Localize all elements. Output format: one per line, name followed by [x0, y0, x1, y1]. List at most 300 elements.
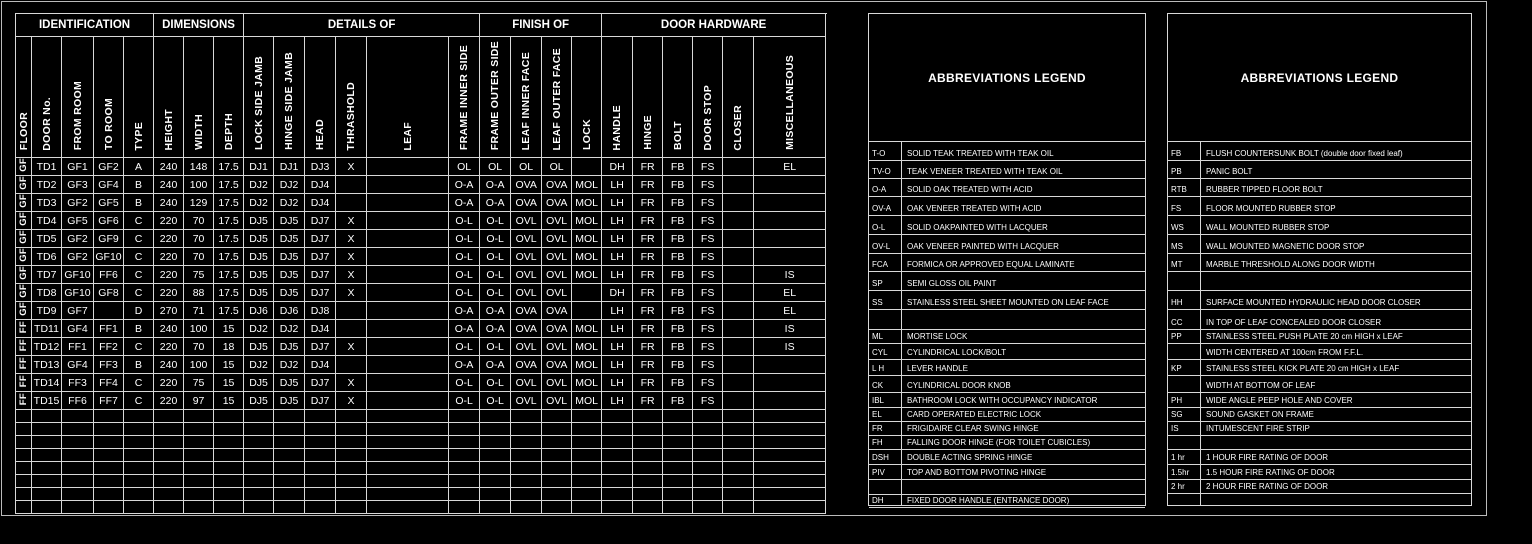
empty-cell — [32, 423, 62, 436]
empty-cell — [94, 423, 124, 436]
table-cell: DJ5 — [274, 230, 305, 248]
table-cell: OVA — [542, 356, 572, 374]
floor-cell — [16, 392, 32, 410]
empty-cell — [305, 410, 336, 423]
empty-cell — [16, 501, 32, 514]
table-cell: 220 — [154, 266, 184, 284]
table-cell: 17.5 — [214, 194, 244, 212]
table-cell: FF3 — [94, 356, 124, 374]
table-cell: C — [124, 284, 154, 302]
table-cell: FR — [633, 302, 663, 320]
empty-cell — [633, 436, 663, 449]
legend-row — [869, 450, 1145, 465]
empty-cell — [449, 436, 480, 449]
table-cell: DJ4 — [305, 320, 336, 338]
empty-cell — [274, 449, 305, 462]
legend-code: HH — [1171, 298, 1183, 307]
table-cell: DJ6 — [274, 302, 305, 320]
table-cell: DJ1 — [274, 158, 305, 176]
empty-cell — [367, 462, 449, 475]
empty-cell — [542, 436, 572, 449]
empty-cell — [572, 475, 602, 488]
table-cell: DJ7 — [305, 338, 336, 356]
empty-cell — [62, 501, 94, 514]
legend-description: STAINLESS STEEL SHEET MOUNTED ON LEAF FACE — [907, 298, 1109, 307]
table-cell: FB — [663, 194, 693, 212]
table-cell: GF9 — [94, 230, 124, 248]
empty-cell — [244, 423, 274, 436]
table-cell — [723, 176, 754, 194]
table-cell: 220 — [154, 374, 184, 392]
table-cell: DJ5 — [244, 284, 274, 302]
empty-cell — [124, 488, 154, 501]
empty-cell — [723, 449, 754, 462]
legend-row — [1168, 345, 1471, 360]
empty-cell — [663, 475, 693, 488]
table-cell: O-L — [480, 284, 511, 302]
column-header — [480, 37, 511, 158]
table-cell: DJ4 — [305, 176, 336, 194]
table-cell: MOL — [572, 212, 602, 230]
table-cell — [723, 356, 754, 374]
table-cell: 17.5 — [214, 302, 244, 320]
table-cell — [723, 230, 754, 248]
empty-cell — [480, 436, 511, 449]
table-cell: 240 — [154, 158, 184, 176]
empty-cell — [214, 462, 244, 475]
legend-description: 1.5 HOUR FIRE RATING OF DOOR — [1206, 468, 1335, 477]
empty-cell — [16, 410, 32, 423]
table-cell: 18 — [214, 338, 244, 356]
empty-cell — [511, 436, 542, 449]
floor-label: GF — [17, 212, 29, 227]
legend-description: WIDTH AT BOTTOM OF LEAF — [1206, 381, 1316, 390]
table-cell: O-L — [449, 374, 480, 392]
legend-row — [869, 295, 1145, 310]
floor-label: GF — [17, 266, 29, 281]
table-cell: FB — [663, 356, 693, 374]
table-cell: 97 — [184, 392, 214, 410]
table-cell: TD2 — [32, 176, 62, 194]
column-header-label: HEIGHT — [162, 108, 175, 151]
table-cell: DJ5 — [244, 248, 274, 266]
empty-cell — [336, 501, 367, 514]
table-cell — [367, 176, 449, 194]
floor-cell — [16, 248, 32, 266]
table-cell: 129 — [184, 194, 214, 212]
column-header-label: HANDLE — [611, 104, 624, 151]
column-header — [367, 37, 449, 158]
table-cell: LH — [602, 320, 633, 338]
empty-cell — [244, 449, 274, 462]
table-cell: 15 — [214, 374, 244, 392]
empty-cell — [693, 462, 723, 475]
empty-cell — [511, 410, 542, 423]
table-cell: 220 — [154, 230, 184, 248]
legend-description: BATHROOM LOCK WITH OCCUPANCY INDICATOR — [907, 396, 1098, 405]
table-cell: LH — [602, 212, 633, 230]
empty-cell — [663, 501, 693, 514]
table-cell: DJ5 — [244, 230, 274, 248]
floor-label: GF — [17, 194, 29, 209]
empty-cell — [154, 488, 184, 501]
legend-code: OV-A — [872, 204, 892, 213]
legend-row — [869, 407, 1145, 422]
empty-cell — [124, 423, 154, 436]
table-cell: O-A — [480, 320, 511, 338]
empty-cell — [16, 462, 32, 475]
legend-row — [1168, 164, 1471, 179]
table-cell — [723, 158, 754, 176]
table-cell — [367, 158, 449, 176]
table-cell: OVL — [511, 266, 542, 284]
table-cell: C — [124, 338, 154, 356]
table-cell — [367, 194, 449, 212]
table-cell: O-A — [480, 194, 511, 212]
empty-row — [16, 449, 826, 462]
table-cell — [723, 212, 754, 230]
table-cell: FR — [633, 338, 663, 356]
table-cell: DJ5 — [274, 212, 305, 230]
table-row — [16, 212, 826, 230]
empty-cell — [572, 449, 602, 462]
legend-row — [869, 378, 1145, 393]
table-cell: OVL — [542, 338, 572, 356]
table-cell: FB — [663, 230, 693, 248]
empty-cell — [542, 410, 572, 423]
table-cell: LH — [602, 176, 633, 194]
empty-cell — [124, 436, 154, 449]
empty-cell — [154, 449, 184, 462]
table-cell: TD9 — [32, 302, 62, 320]
table-row — [16, 176, 826, 194]
column-header — [572, 37, 602, 158]
legend-description: MORTISE LOCK — [907, 332, 968, 341]
table-cell: FS — [693, 248, 723, 266]
legend-row — [1168, 201, 1471, 216]
table-cell: OVA — [511, 356, 542, 374]
group-header: DIMENSIONS — [154, 14, 244, 37]
table-cell: X — [336, 338, 367, 356]
table-cell: OL — [511, 158, 542, 176]
table-cell: 17.5 — [214, 230, 244, 248]
table-cell: FR — [633, 230, 663, 248]
empty-cell — [663, 423, 693, 436]
table-row — [16, 320, 826, 338]
table-cell — [723, 338, 754, 356]
empty-cell — [693, 501, 723, 514]
table-cell: FF7 — [94, 392, 124, 410]
empty-cell — [449, 449, 480, 462]
floor-cell — [16, 158, 32, 176]
table-cell: O-L — [449, 338, 480, 356]
legend-code: IBL — [872, 396, 885, 405]
table-cell: FR — [633, 284, 663, 302]
table-cell: TD4 — [32, 212, 62, 230]
legend-code: FR — [872, 424, 883, 433]
table-cell: B — [124, 356, 154, 374]
empty-cell — [336, 475, 367, 488]
table-cell: 17.5 — [214, 284, 244, 302]
table-cell: GF5 — [94, 194, 124, 212]
table-cell: TD7 — [32, 266, 62, 284]
empty-cell — [94, 488, 124, 501]
empty-cell — [572, 410, 602, 423]
legend-code: CYL — [872, 348, 888, 357]
table-cell: LH — [602, 194, 633, 212]
floor-label: FF — [17, 357, 29, 370]
legend-description: FLOOR MOUNTED RUBBER STOP — [1206, 204, 1336, 213]
table-cell: FR — [633, 194, 663, 212]
table-cell: FF3 — [62, 374, 94, 392]
legend-description: INTUMESCENT FIRE STRIP — [1206, 424, 1310, 433]
empty-cell — [572, 423, 602, 436]
table-cell: DJ2 — [274, 176, 305, 194]
legend-description: SOLID OAKPAINTED WITH LACQUER — [907, 223, 1048, 232]
empty-cell — [32, 449, 62, 462]
table-cell: FR — [633, 158, 663, 176]
table-cell: LH — [602, 338, 633, 356]
legend-description: OAK VENEER TREATED WITH ACID — [907, 204, 1042, 213]
empty-cell — [693, 488, 723, 501]
table-cell: DJ5 — [244, 392, 274, 410]
column-header — [124, 37, 154, 158]
group-header-row — [16, 14, 826, 37]
legend-description: WIDE ANGLE PEEP HOLE AND COVER — [1206, 396, 1353, 405]
column-header-label: HEAD — [314, 119, 327, 151]
table-cell: 71 — [184, 302, 214, 320]
table-cell: MOL — [572, 266, 602, 284]
table-cell — [367, 374, 449, 392]
empty-cell — [62, 436, 94, 449]
table-cell: LH — [602, 266, 633, 284]
legend-description: FRIGIDAIRE CLEAR SWING HINGE — [907, 424, 1039, 433]
legend-title: ABBREVIATIONS LEGEND — [869, 14, 1145, 142]
empty-cell — [480, 488, 511, 501]
legend-description: 1 HOUR FIRE RATING OF DOOR — [1206, 453, 1329, 462]
table-cell: LH — [602, 374, 633, 392]
table-cell: O-L — [449, 212, 480, 230]
table-cell: FS — [693, 176, 723, 194]
table-cell — [367, 248, 449, 266]
table-cell — [572, 284, 602, 302]
empty-cell — [336, 410, 367, 423]
table-cell: DJ3 — [305, 158, 336, 176]
floor-label: GF — [17, 302, 29, 317]
empty-cell — [62, 423, 94, 436]
empty-cell — [723, 436, 754, 449]
table-cell: X — [336, 284, 367, 302]
legend-code: KP — [1171, 364, 1182, 373]
floor-cell — [16, 266, 32, 284]
table-cell: 88 — [184, 284, 214, 302]
table-cell: LH — [602, 248, 633, 266]
table-cell: O-L — [449, 284, 480, 302]
table-cell: EL — [754, 302, 826, 320]
empty-cell — [723, 501, 754, 514]
table-cell: 17.5 — [214, 266, 244, 284]
legend-row — [869, 329, 1145, 344]
table-cell — [754, 194, 826, 212]
legend-row — [1168, 239, 1471, 254]
legend-row — [869, 276, 1145, 291]
empty-cell — [754, 449, 826, 462]
table-cell: O-L — [480, 230, 511, 248]
empty-cell — [511, 501, 542, 514]
legend-row — [869, 182, 1145, 197]
table-cell: DH — [602, 284, 633, 302]
empty-cell — [663, 410, 693, 423]
empty-cell — [693, 449, 723, 462]
table-cell: DH — [602, 158, 633, 176]
legend-row — [1168, 479, 1471, 494]
legend-description: SEMI GLOSS OIL PAINT — [907, 279, 997, 288]
empty-cell — [723, 410, 754, 423]
table-cell: 17.5 — [214, 212, 244, 230]
table-cell: GF2 — [62, 248, 94, 266]
legend-row — [1168, 378, 1471, 393]
empty-row — [16, 475, 826, 488]
table-cell: OVL — [511, 338, 542, 356]
table-cell — [367, 338, 449, 356]
empty-cell — [367, 423, 449, 436]
table-cell: FB — [663, 284, 693, 302]
column-header-label: LOCK — [580, 119, 593, 151]
empty-cell — [62, 410, 94, 423]
legend-code: FCA — [872, 260, 888, 269]
empty-cell — [633, 475, 663, 488]
table-cell: IS — [754, 320, 826, 338]
legend-row — [869, 493, 1145, 508]
empty-cell — [94, 410, 124, 423]
empty-cell — [511, 488, 542, 501]
column-header — [94, 37, 124, 158]
table-cell: FB — [663, 302, 693, 320]
empty-cell — [480, 501, 511, 514]
table-cell — [723, 194, 754, 212]
table-cell: OVA — [511, 302, 542, 320]
table-cell: DJ6 — [244, 302, 274, 320]
column-header-label: TO ROOM — [102, 98, 115, 151]
empty-cell — [154, 475, 184, 488]
table-cell — [723, 374, 754, 392]
empty-cell — [723, 423, 754, 436]
column-header-label: BOLT — [671, 121, 684, 151]
legend-code: DH — [872, 496, 884, 505]
table-cell: DJ2 — [244, 320, 274, 338]
legend-description: CYLINDRICAL DOOR KNOB — [907, 381, 1011, 390]
table-cell: D — [124, 302, 154, 320]
table-cell: X — [336, 248, 367, 266]
empty-cell — [511, 462, 542, 475]
table-cell — [723, 266, 754, 284]
column-header — [542, 37, 572, 158]
empty-cell — [693, 423, 723, 436]
table-cell: DJ5 — [244, 212, 274, 230]
table-cell: 220 — [154, 284, 184, 302]
table-cell: C — [124, 374, 154, 392]
table-cell: GF8 — [94, 284, 124, 302]
empty-cell — [449, 488, 480, 501]
table-cell: GF4 — [94, 176, 124, 194]
legend-description: WALL MOUNTED RUBBER STOP — [1206, 223, 1330, 232]
legend-code: PB — [1171, 167, 1182, 176]
table-cell: FS — [693, 266, 723, 284]
table-cell: X — [336, 158, 367, 176]
table-cell: FS — [693, 158, 723, 176]
floor-cell — [16, 302, 32, 320]
column-header — [244, 37, 274, 158]
table-cell: FR — [633, 320, 663, 338]
legend-code: OV-L — [872, 242, 891, 251]
table-cell: FR — [633, 374, 663, 392]
floor-cell — [16, 212, 32, 230]
table-cell: TD14 — [32, 374, 62, 392]
empty-cell — [754, 488, 826, 501]
group-header: FINISH OF — [480, 14, 602, 37]
table-cell: OVA — [511, 176, 542, 194]
legend-description: FALLING DOOR HINGE (FOR TOILET CUBICLES) — [907, 438, 1091, 447]
empty-cell — [511, 475, 542, 488]
table-cell: DJ5 — [274, 392, 305, 410]
table-cell: GF2 — [94, 158, 124, 176]
column-header-label: TYPE — [132, 121, 145, 151]
floor-label: GF — [17, 284, 29, 299]
empty-cell — [367, 475, 449, 488]
legend-description: FLUSH COUNTERSUNK BOLT (double door fixed leaf) — [1206, 149, 1403, 158]
column-header — [184, 37, 214, 158]
legend-description: 2 HOUR FIRE RATING OF DOOR — [1206, 482, 1329, 491]
table-cell: FS — [693, 374, 723, 392]
table-cell: GF7 — [62, 302, 94, 320]
legend-description: IN TOP OF LEAF CONCEALED DOOR CLOSER — [1206, 318, 1382, 327]
table-cell: 70 — [184, 248, 214, 266]
column-header — [723, 37, 754, 158]
legend-code: FS — [1171, 204, 1182, 213]
table-cell: 270 — [154, 302, 184, 320]
table-cell: O-A — [449, 302, 480, 320]
empty-cell — [480, 462, 511, 475]
empty-cell — [32, 462, 62, 475]
legend-code: MS — [1171, 242, 1183, 251]
empty-cell — [244, 410, 274, 423]
table-cell: EL — [754, 158, 826, 176]
table-cell: 70 — [184, 338, 214, 356]
table-cell: OVL — [511, 392, 542, 410]
table-cell: DJ7 — [305, 392, 336, 410]
legend-row — [869, 421, 1145, 436]
table-row — [16, 302, 826, 320]
empty-cell — [572, 488, 602, 501]
table-cell: MOL — [572, 176, 602, 194]
column-header — [693, 37, 723, 158]
floor-label: GF — [17, 248, 29, 263]
floor-label: FF — [17, 339, 29, 352]
empty-cell — [94, 436, 124, 449]
table-cell: FR — [633, 392, 663, 410]
empty-cell — [94, 475, 124, 488]
table-cell: FB — [663, 320, 693, 338]
column-header-label: LEAF INNER FACE — [520, 51, 533, 151]
column-header — [602, 37, 633, 158]
empty-cell — [305, 449, 336, 462]
empty-cell — [16, 475, 32, 488]
legend-row — [1168, 393, 1471, 408]
table-cell: 220 — [154, 392, 184, 410]
table-cell: FS — [693, 212, 723, 230]
table-cell: 75 — [184, 374, 214, 392]
table-cell: 100 — [184, 356, 214, 374]
